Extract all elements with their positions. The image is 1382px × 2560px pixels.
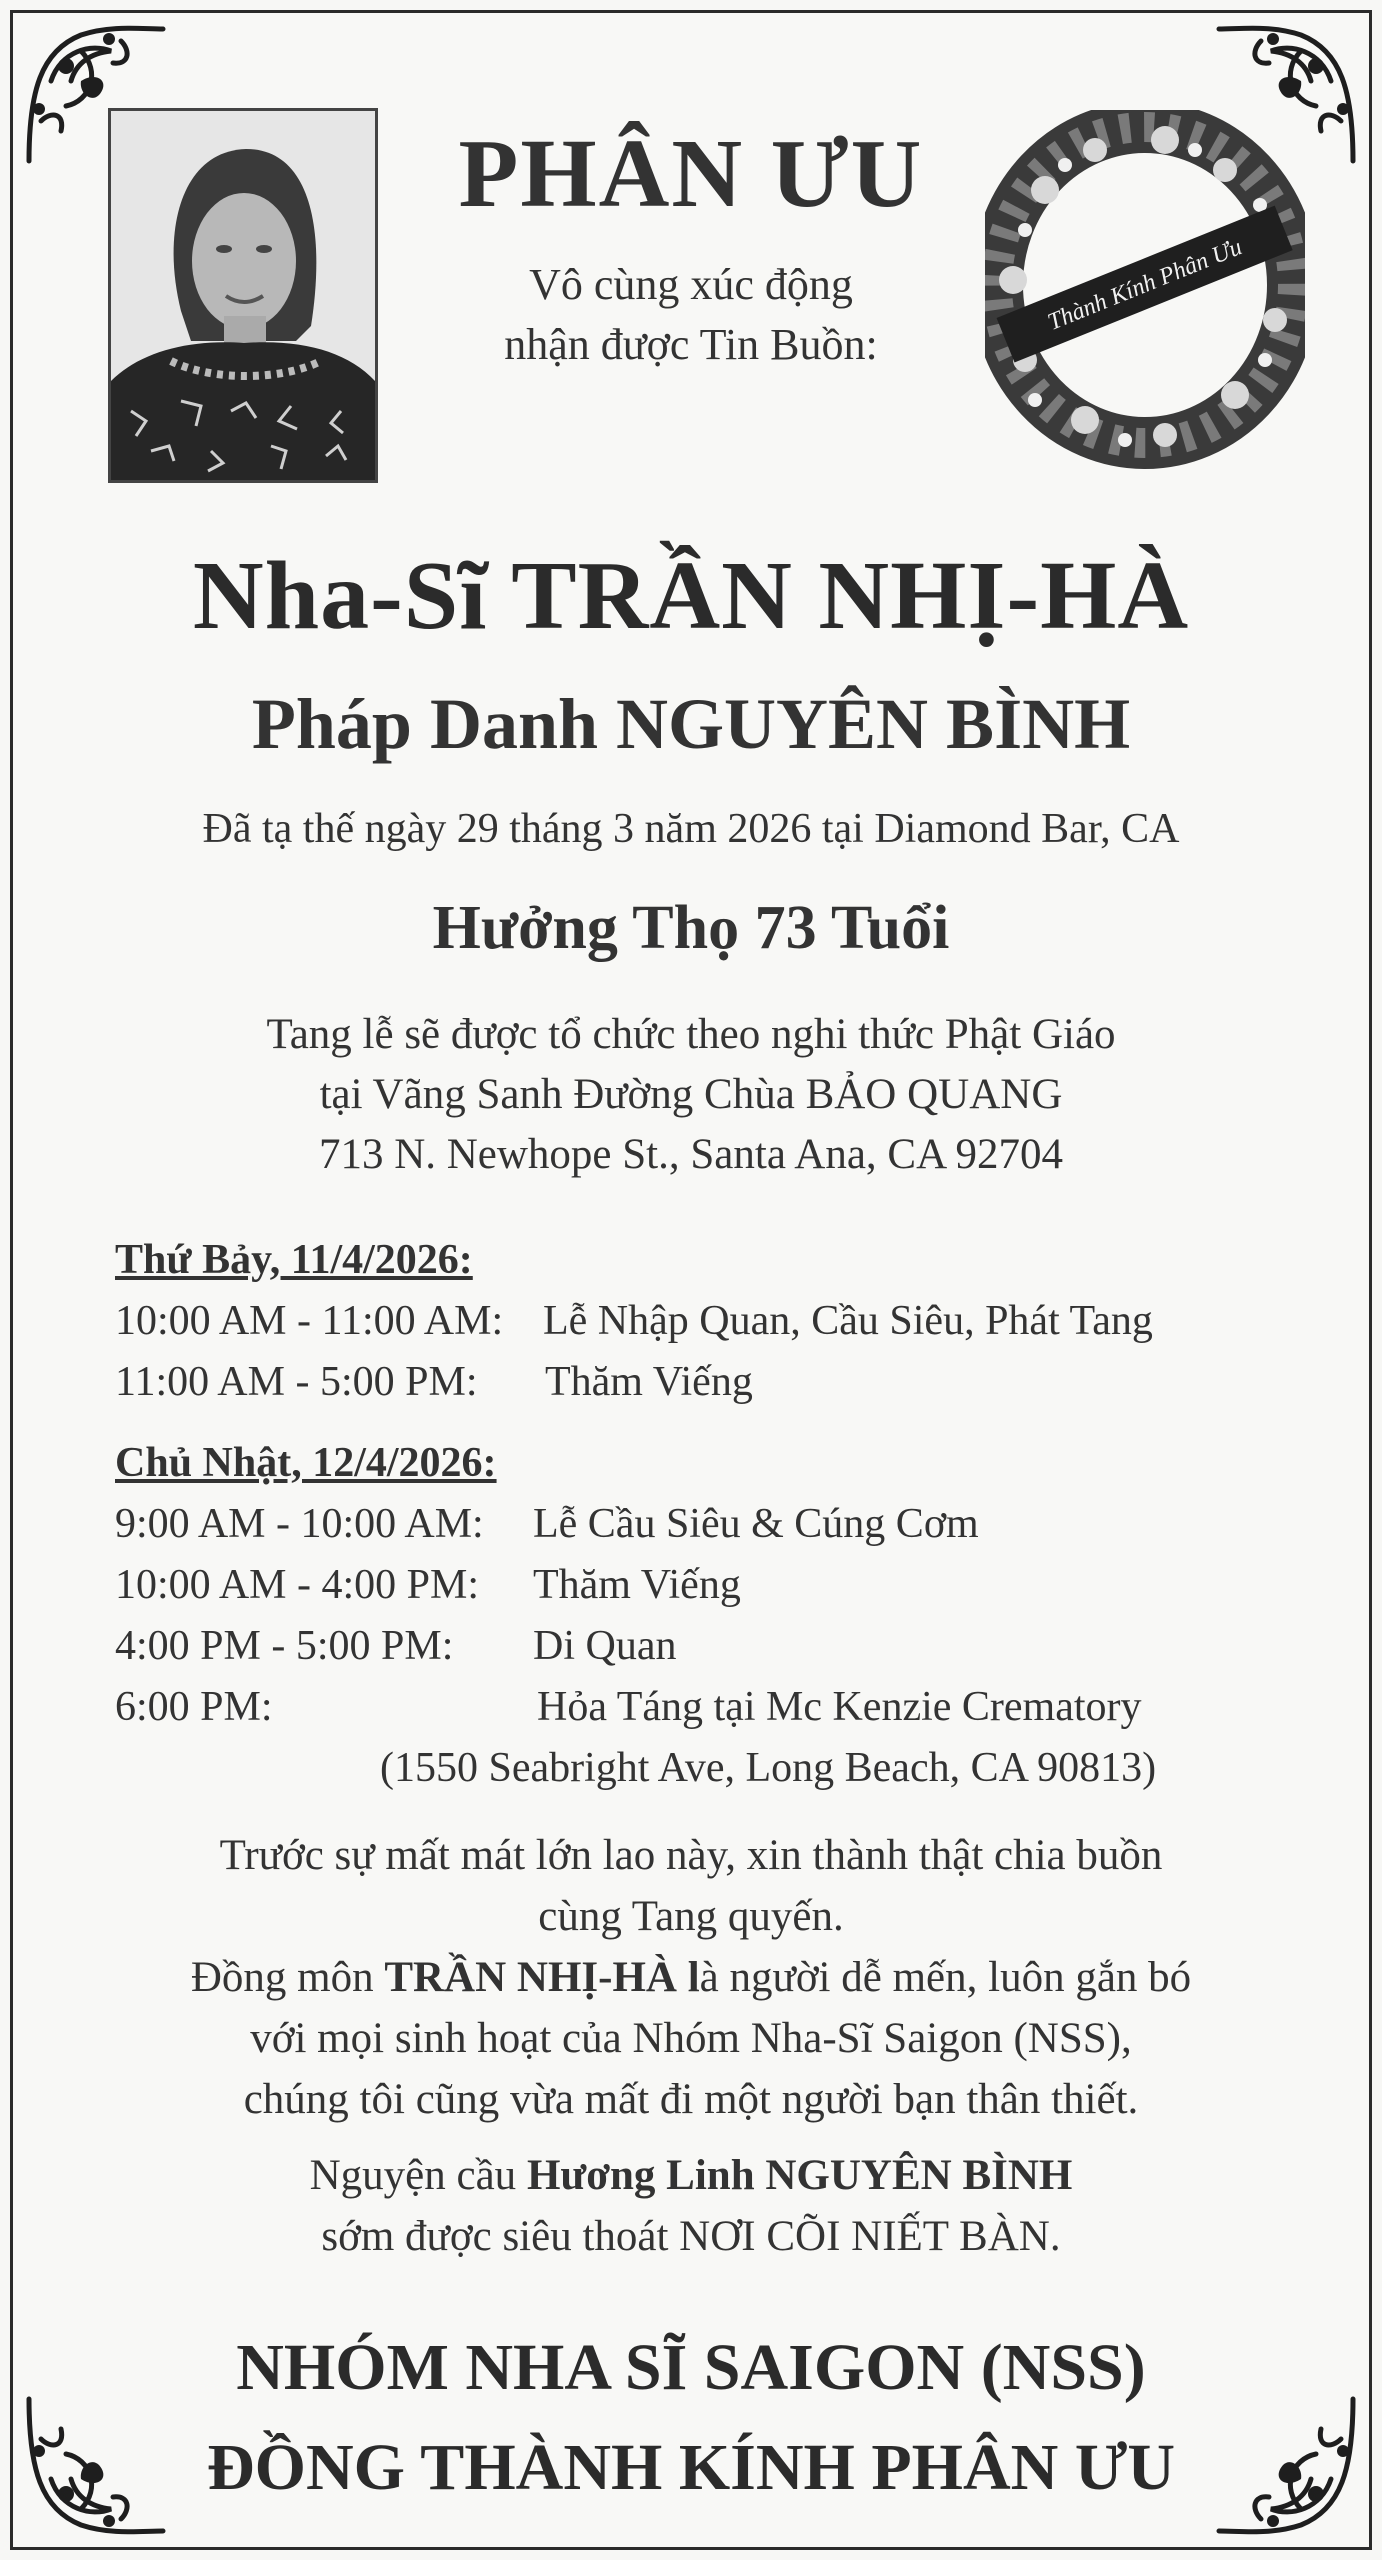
schedule-day1-heading: Thứ Bảy, 11/4/2026: (115, 1237, 473, 1283)
funeral-info (0, 1005, 1382, 1185)
condolence-text: à người dễ mến, luôn gắn bó (699, 1954, 1192, 2001)
prayer-text: Nguyện cầu (309, 2152, 527, 2199)
crematory-address: (1550 Seabright Ave, Long Beach, CA 90813) (380, 1745, 1157, 1791)
schedule-time: 11:00 AM - 5:00 PM: (115, 1359, 478, 1405)
condolence-message (0, 1825, 1382, 2130)
schedule-time: 9:00 AM - 10:00 AM: (115, 1501, 484, 1547)
funeral-line: Tang lễ sẽ được tổ chức theo nghi thức Phật Giáo (266, 1011, 1116, 1058)
colleague-name: TRẦN NHỊ-HÀ l (384, 1954, 700, 2001)
schedule-row (115, 1738, 1157, 1799)
wreath-ribbon-text: Thành Kính Phân Ưu (1044, 234, 1246, 336)
schedule-row (115, 1291, 1153, 1352)
spirit-name: Hương Linh NGUYÊN BÌNH (526, 2152, 1073, 2199)
condolence-line: chúng tôi cũng vừa mất đi một người bạn thân thiết. (243, 2076, 1139, 2123)
schedule-row (115, 1555, 741, 1616)
subtitle-line: Vô cùng xúc động (529, 260, 853, 309)
schedule-day2 (115, 1433, 1157, 1799)
condolence-line: cùng Tang quyến. (538, 1893, 844, 1940)
signature-block (0, 2318, 1382, 2518)
signature-line: NHÓM NHA SĨ SAIGON (NSS) (236, 2331, 1146, 2404)
schedule-event: Lễ Nhập Quan, Cầu Siêu, Phát Tang (543, 1298, 1153, 1344)
funeral-line: tại Vãng Sanh Đường Chùa BẢO QUANG (319, 1071, 1063, 1118)
prayer-line (0, 2145, 1382, 2206)
condolence-text: Đồng môn (190, 1954, 385, 2001)
schedule-row (115, 1616, 677, 1677)
dharma-name: Pháp Danh NGUYÊN BÌNH (251, 684, 1131, 764)
prayer-message (0, 2145, 1382, 2267)
age-info: Hưởng Thọ 73 Tuổi (432, 894, 950, 962)
prayer-line: sớm được siêu thoát NƠI CÕI NIẾT BÀN. (321, 2213, 1061, 2260)
schedule-time: 6:00 PM: (115, 1684, 273, 1730)
schedule-day1 (115, 1230, 1153, 1413)
schedule-row (115, 1494, 979, 1555)
schedule-event: Lễ Cầu Siêu & Cúng Cơm (533, 1501, 979, 1547)
schedule-time: 10:00 AM - 4:00 PM: (115, 1562, 480, 1608)
page-title: PHÂN ƯU (458, 120, 924, 228)
signature-line: ĐỒNG THÀNH KÍNH PHÂN ƯU (206, 2431, 1176, 2504)
condolence-line: Trước sự mất mát lớn lao này, xin thành thật chia buồn (219, 1832, 1163, 1879)
schedule-event: Hỏa Táng tại Mc Kenzie Crematory (537, 1684, 1142, 1730)
passing-info: Đã tạ thế ngày 29 tháng 3 năm 2026 tại Diamond Bar, CA (202, 806, 1180, 852)
funeral-line: 713 N. Newhope St., Santa Ana, CA 92704 (318, 1131, 1064, 1178)
schedule-day2-heading: Chủ Nhật, 12/4/2026: (115, 1440, 497, 1486)
header-subtitle (0, 255, 1382, 375)
schedule-event: Thăm Viếng (545, 1359, 753, 1405)
deceased-name: Nha-Sĩ TRẦN NHỊ-HÀ (192, 542, 1190, 650)
subtitle-line: nhận được Tin Buồn: (504, 320, 878, 369)
condolence-line (0, 1947, 1382, 2008)
schedule-row (115, 1677, 1142, 1738)
condolence-line: với mọi sinh hoạt của Nhóm Nha-Sĩ Saigon (NSS), (250, 2015, 1132, 2062)
schedule-row (115, 1352, 753, 1413)
schedule-event: Thăm Viếng (533, 1562, 741, 1608)
schedule-time: 4:00 PM - 5:00 PM: (115, 1623, 454, 1669)
schedule-time: 10:00 AM - 11:00 AM: (115, 1298, 504, 1344)
schedule-event: Di Quan (533, 1623, 677, 1669)
